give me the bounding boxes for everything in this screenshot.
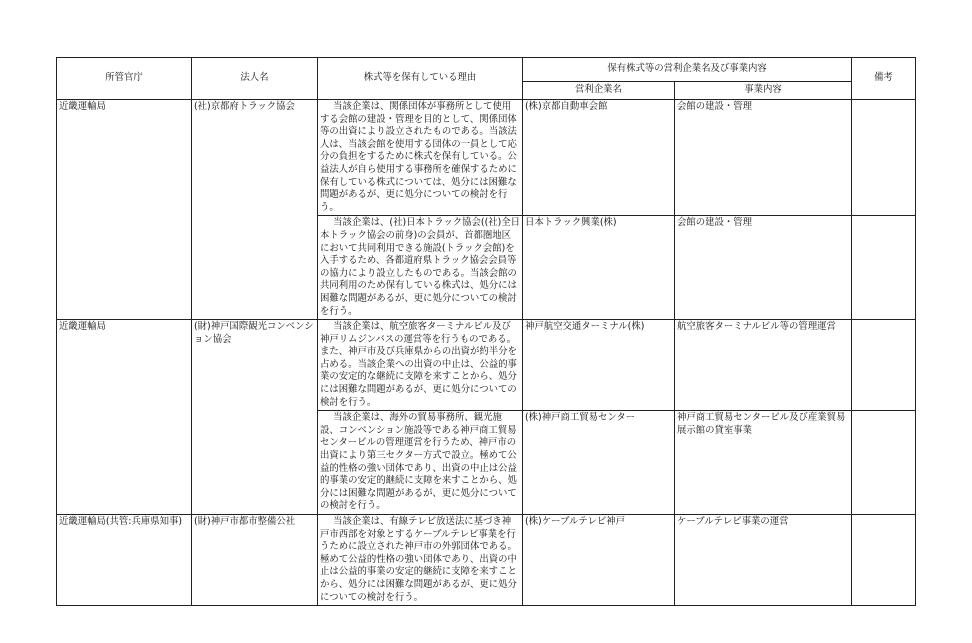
company-cell: 日本トラック興業(株) (523, 216, 675, 320)
reason-cell: 当該企業は、航空旅客ターミナルビル及び神戸リムジンバスの運営等を行うものである。また、神戸市及び兵庫県からの出資が約半分を占める。当該企業への出資の中止は、公益的事業の安定的な継続に支障を来すことから、処分には困難な問題があるが、更に処分についての検討を行う。 (318, 320, 523, 411)
company-cell: (株)ケーブルテレビ神戸 (523, 515, 675, 606)
remarks-cell (852, 216, 916, 320)
agency-cell: 近畿運輸局(共管:兵庫県知事) (57, 515, 192, 606)
company-cell: (株)神戸商工貿易センター (523, 411, 675, 515)
header-held-group: 保有株式等の営利企業名及び事業内容 (523, 58, 852, 82)
reason-cell: 当該企業は、有線テレビ放送法に基づき神戸市西部を対象とするケーブルテレビ事業を行うために設立された神戸市の外郭団体である。極めて公益的性格の強い団体であり、出資の中止は公益的事業の安定的継続に支障を来すことから、処分には困難な問題があるが、更に処分についての検討を行う。 (318, 515, 523, 606)
reason-cell: 当該企業は、海外の貿易事務所、観光施設、コンベンション施設等である神戸商工貿易センタービルの管理運営を行うため、神戸市の出資により第三セクター方式で設立。極めて公益的性格の強い団体であり、出資の中止は公益的事業の安定的継続に支障を来すことから、処分には困難な問題があるが、更に処分についての検討を行う。 (318, 411, 523, 515)
remarks-cell (852, 515, 916, 606)
header-business: 事業内容 (675, 82, 852, 100)
business-cell: 神戸商工貿易センタービル及び産業貿易展示館の貸室事業 (675, 411, 852, 515)
business-cell: 会館の建設・管理 (675, 216, 852, 320)
company-cell: 神戸航空交通ターミナル(株) (523, 320, 675, 411)
agency-cell: 近畿運輸局 (57, 100, 192, 320)
reason-cell: 当該企業は、(社)日本トラック協会((社)全日本トラック協会の前身)の会員が、首都圏地区において共同利用できる施設(トラック会館)を入手するため、各都道府県トラック協会会員等の協力により設立したものである。当該会館の共同利用のため保有している株式は、処分には困難な問題があるが、更に処分についての検討を行う。 (318, 216, 523, 320)
header-reason: 株式等を保有している理由 (318, 58, 523, 100)
corp-cell: (社)京都府トラック協会 (192, 100, 318, 320)
business-cell: ケーブルテレビ事業の運営 (675, 515, 852, 606)
corp-cell: (財)神戸国際観光コンベンション協会 (192, 320, 318, 515)
agency-cell: 近畿運輸局 (57, 320, 192, 515)
company-cell: (株)京都自動車会館 (523, 100, 675, 216)
table-row (57, 320, 916, 411)
remarks-cell (852, 411, 916, 515)
header-company: 営利企業名 (523, 82, 675, 100)
business-cell: 会館の建設・管理 (675, 100, 852, 216)
remarks-cell (852, 100, 916, 216)
corp-cell: (財)神戸市都市整備公社 (192, 515, 318, 606)
header-agency: 所管官庁 (57, 58, 192, 100)
business-cell: 航空旅客ターミナルビル等の管理運営 (675, 320, 852, 411)
held-shares-table (56, 57, 916, 606)
remarks-cell (852, 320, 916, 411)
header-remarks: 備考 (852, 58, 916, 100)
header-corp: 法人名 (192, 58, 318, 100)
table-row (57, 100, 916, 216)
table-row (57, 515, 916, 606)
reason-cell: 当該企業は、関係団体が事務所として使用する会館の建設・管理を目的として、関係団体等の出資により設立されたものである。当該法人は、当該会館を使用する団体の一員として応分の負担をするために株式を保有している。公益法人が自ら使用する事務所を確保するために保有している株式については、処分には困難な問題があるが、更に処分についての検討を行う。 (318, 100, 523, 216)
